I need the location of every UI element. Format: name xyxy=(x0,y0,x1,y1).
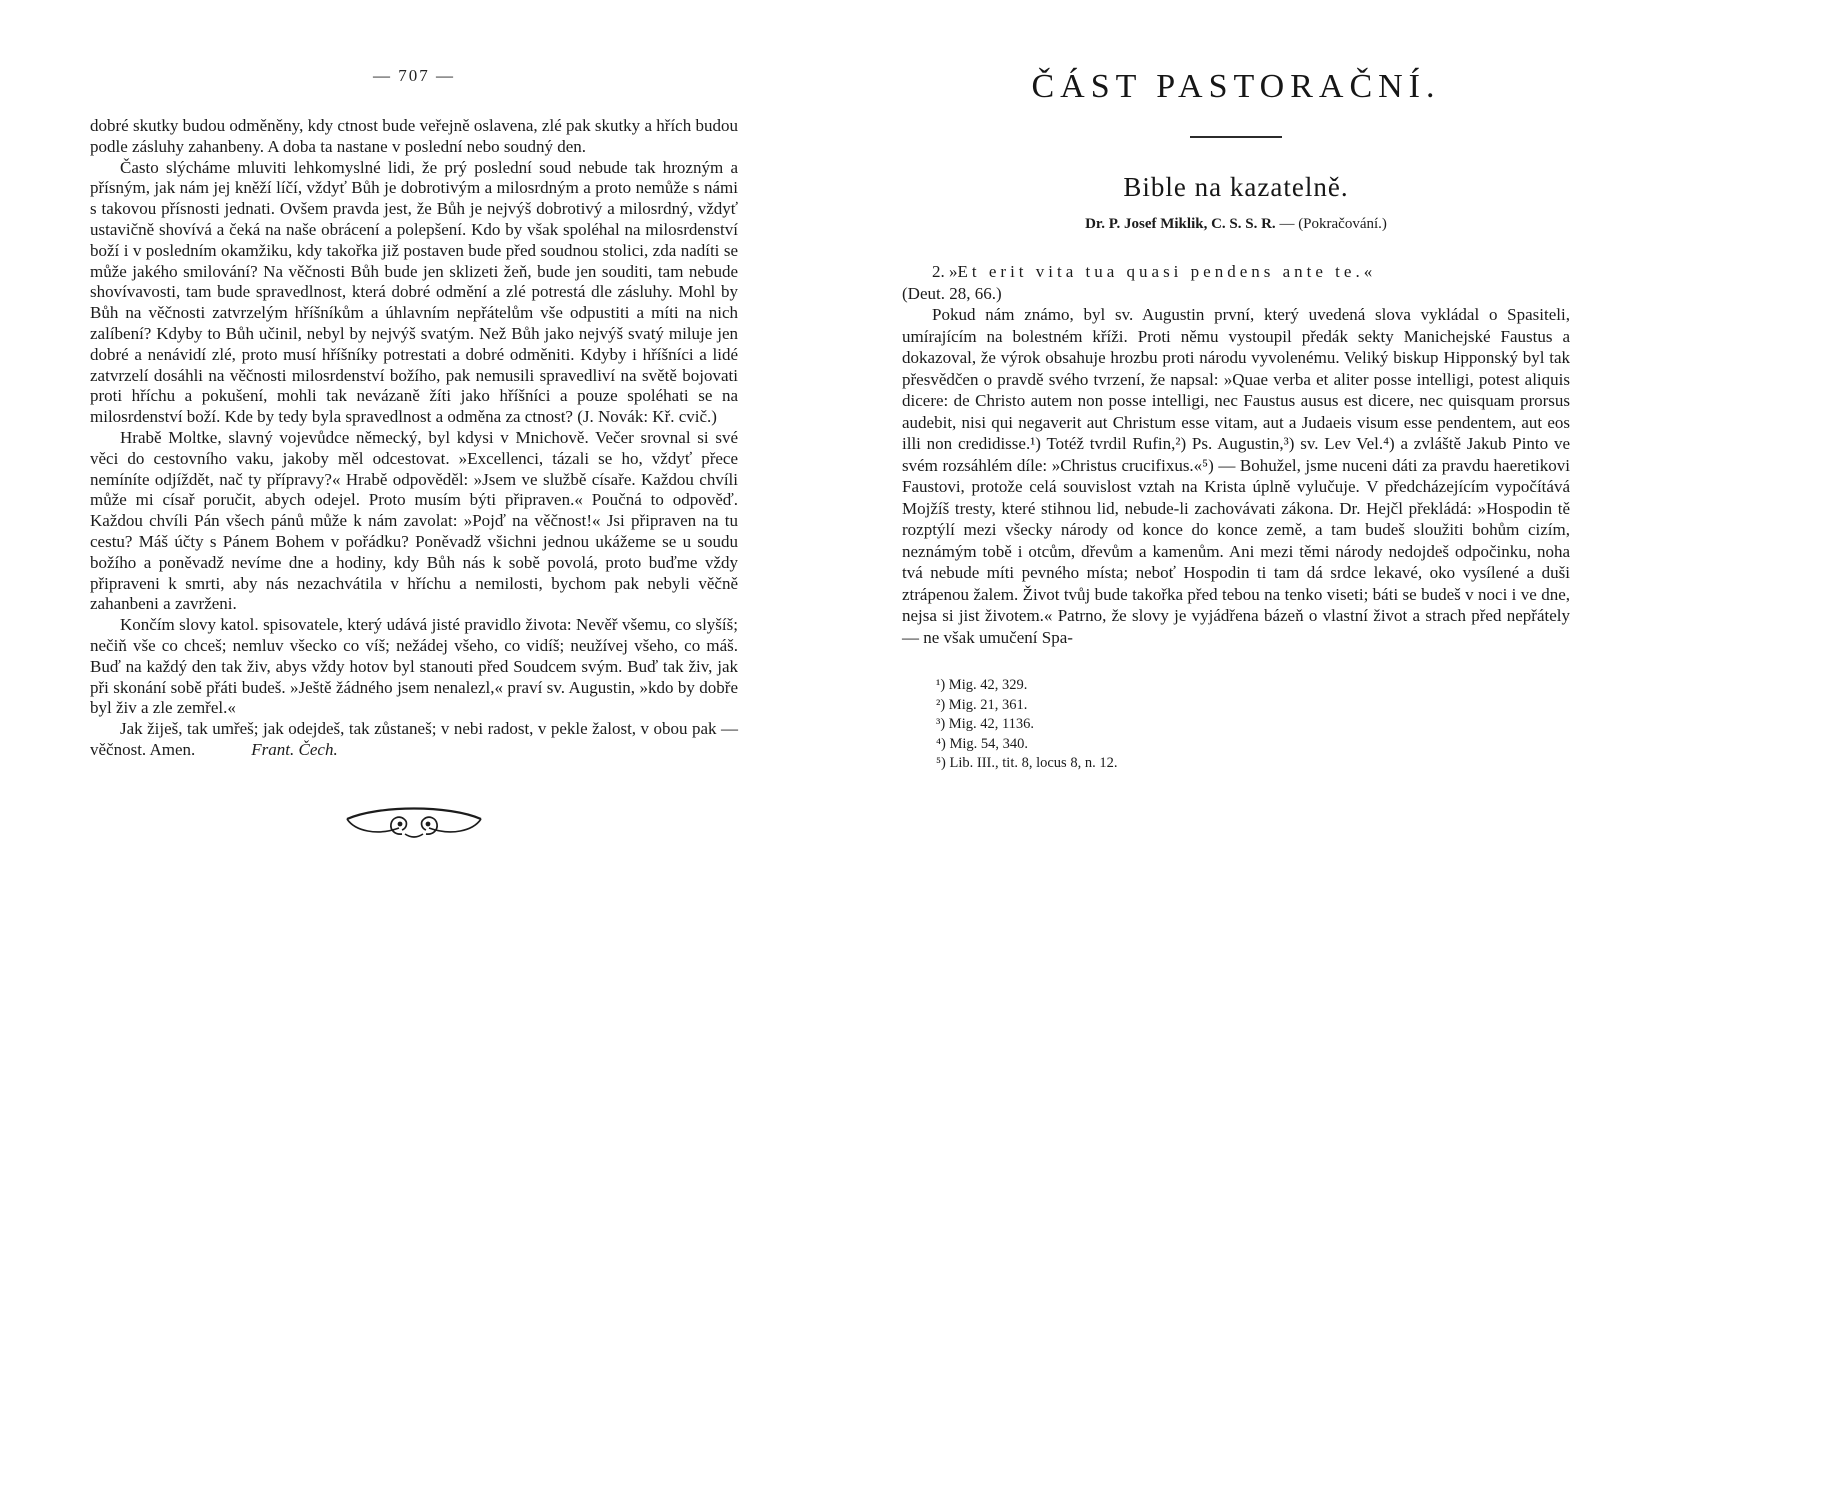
article-paragraph: Pokud nám známo, byl sv. Augustin první, který uvedená slova vykládal o Spasiteli, umírajícím na bolestném kříži. Proti němu vystoupil předák sekty Manichejské Faustus a dokazoval, že výrok obsahuje hrozbu proti národu vyvolenému. Veliký biskup Hipponský byl tak přesvědčen o pravdě svého tvrzení, že napsal: »Quae verba et aliter posse intelligi, potest aliquis dicere: de Christo autem non posse intelligi, nec Faustus ausus est dicere, nec quisquam prorsus audebit, nisi qui negaverit aut Christum esse vitam, aut a Judaeis visum esse pendentem, aut eos illi non credidisse.¹) Totéž tvrdil Rufin,²) Ps. Augustin,³) sv. Lev Vel.⁴) a zvláště Jakub Pinto ve svém rozsáhlém díle: »Christus crucifixus.«⁵) — Bohužel, jsme nuceni dáti za pravdu haeretikovi Faustovi, protože celá souvislost vztah na Krista úplně vylučuje. V předcházejícím vypočítává Mojžíš tresty, které stihnou lid, nebude-li zachovávati zákona. Dr. Hejčl překládá: »Hospodin tě rozptýlí mezi všecky národy od konce do konce země, a tam budeš sloužiti bohům cizím, neznámým tobě i otcům, dřevům a kamenům. Ani mezi těmi národy nedojdeš odpočinku, noha tvá nebude míti pevného místa; neboť Hospodin ti tam dá srdce lekavé, oko vysílené a duši ztrápenou žalem. Život tvůj bude takořka před tebou na tenko viseti; báti se budeš v noci i ve dne, nejsa si jist životem.« Patrno, že slovy je vyjádřena bázeň o vlastní život a strach před nepřátely — ne však umučení Spa- xyxy=(902,305,1570,647)
footnotes-block xyxy=(902,676,1570,774)
flourish-icon xyxy=(339,803,489,851)
left-page xyxy=(90,66,738,851)
tailpiece-ornament xyxy=(90,803,738,851)
footnote: ⁴) Mig. 54, 340. xyxy=(936,735,1029,752)
closing-paragraph-text: Jak žiješ, tak umřeš; jak odejdeš, tak zůstaneš; v nebi radost, v pekle žalost, v obou pak — věčnost. Amen. xyxy=(90,719,738,759)
author-signature: Frant. Čech. xyxy=(251,739,338,759)
right-page xyxy=(902,58,1570,774)
verse-reference: (Deut. 28, 66.) xyxy=(902,283,1002,303)
footnote: ¹) Mig. 42, 329. xyxy=(936,677,1028,693)
paragraph: Hrabě Moltke, slavný vojevůdce německý, byl kdysi v Mnichově. Večer srovnal si své věci do cestovního vaku, jakoby měl odcestovat. »Excellenci, tázali se ho, vždyť přece nemíníte odjíždět, nač ty přípravy?« Hrabě odpověděl: »Jsem ve službě císaře. Každou chvíli může mi císař poručit, abych odejel. Proto musím býti připraven.« Poučná to odpověď. Každou chvíli Pán všech pánů může k nám zavolat: »Pojď na věčnost!« Jsi připraven na tu cestu? Máš účty s Pánem Bohem v pořádku? Poněvadž všichni jednou ukážeme se u soudu božího a poněvadž nevíme dne a hodiny, kdy Bůh nás k sobě povolá, proto buďme vždy připraveni k smrti, aby nás nezachvátila v hříchu a nemilosti, bychom pak nebyli věčně zahanbeni a zavrženi. xyxy=(90,427,738,614)
paragraph-continuation: dobré skutky budou odměněny, kdy ctnost bude veřejně oslavena, zlé pak skutky a hřích budou podle zásluhy zahanbeny. A doba ta nastane v poslední nebo soudný den. xyxy=(90,116,738,156)
section-title: ČÁST PASTORAČNÍ. xyxy=(1031,68,1441,105)
divider-rule xyxy=(1190,136,1282,138)
footnote: ³) Mig. 42, 1136. xyxy=(936,716,1035,732)
verse-suffix: « xyxy=(1363,262,1373,281)
verse-prefix: 2. » xyxy=(932,262,958,281)
article-title: Bible na kazatelně. xyxy=(1123,172,1349,202)
paragraph: Končím slovy katol. spisovatele, který udává jisté pravidlo života: Nevěř všemu, co slyšíš; nečiň vše co chceš; nemluv všecko co víš; nežádej všeho, co vidíš; neužívej všeho, co máš. Buď na každý den tak živ, abys vždy hotov byl stanouti před Soudcem svým. Buď tak živ, jak při skonání sobě přáti budeš. »Ještě žádného jsem nenalezl,« praví sv. Augustin, »kdo by dobře byl živ a zle zemřel.« xyxy=(90,615,738,718)
byline xyxy=(902,216,1570,233)
byline-continuation: — (Pokračování.) xyxy=(1275,216,1387,232)
footnote: ²) Mig. 21, 361. xyxy=(936,696,1028,713)
closing-paragraph xyxy=(90,719,738,761)
page-number: — 707 — xyxy=(373,66,455,85)
byline-author: Dr. P. Josef Miklik, C. S. S. R. xyxy=(1085,216,1276,232)
verse-text: Et erit vita tua quasi pendens ante te. xyxy=(957,262,1364,281)
footnote: ⁵) Lib. III., tit. 8, locus 8, n. 12. xyxy=(936,755,1118,771)
paragraph: Často slýcháme mluviti lehkomyslné lidi, že prý poslední soud nebude tak hrozným a přísným, jak nám jej kněží líčí, vždyť Bůh je dobrotivým a milosrdným a proto nemůže s námi s takovou přísnosti jednati. Ovšem pravda jest, že Bůh je nejvýš dobrotivý a milosrdný, vždyť ustavičně shovívá a čeká na naše obrácení a polepšení. Kdo by však spoléhal na milosrdenství boží i v posledním okamžiku, kdy takořka již postaven bude před soudnou stolici, zda nadíti se může jakého smilování? Na věčnosti Bůh bude jen sklizeti žeň, bude jen souditi, tam nebude shovívavosti, tam bude spravedlnost, která dobré odmění a zlé potrestá dle zásluhy. Mohl by Bůh na věčnosti zatvrzelým hříšníkům a úhlavním nepřátelům vše odpustiti a míti na nich zalíbení? Kdyby to Bůh učinil, nebyl by nejvýš svatým. Než Bůh jako nejvýš svatý miluje jen dobré a nenávidí zlé, proto musí hříšníky potrestati a dobré odměniti. Kdyby i hříšníci a lidé zatvrzelí dosáhli na věčnosti milosrdenství božího, pak nemusili spravedliví na světě bojovati proti hříchu a pokušení, mohli tak nevázaně žíti jako hříšníci a pouze spoléhati se na milosrdenství boží. Kde by tedy byla spravedlnost a odměna za ctnost? (J. Novák: Kř. cvič.) xyxy=(90,157,738,427)
scripture-verse xyxy=(902,261,1570,283)
